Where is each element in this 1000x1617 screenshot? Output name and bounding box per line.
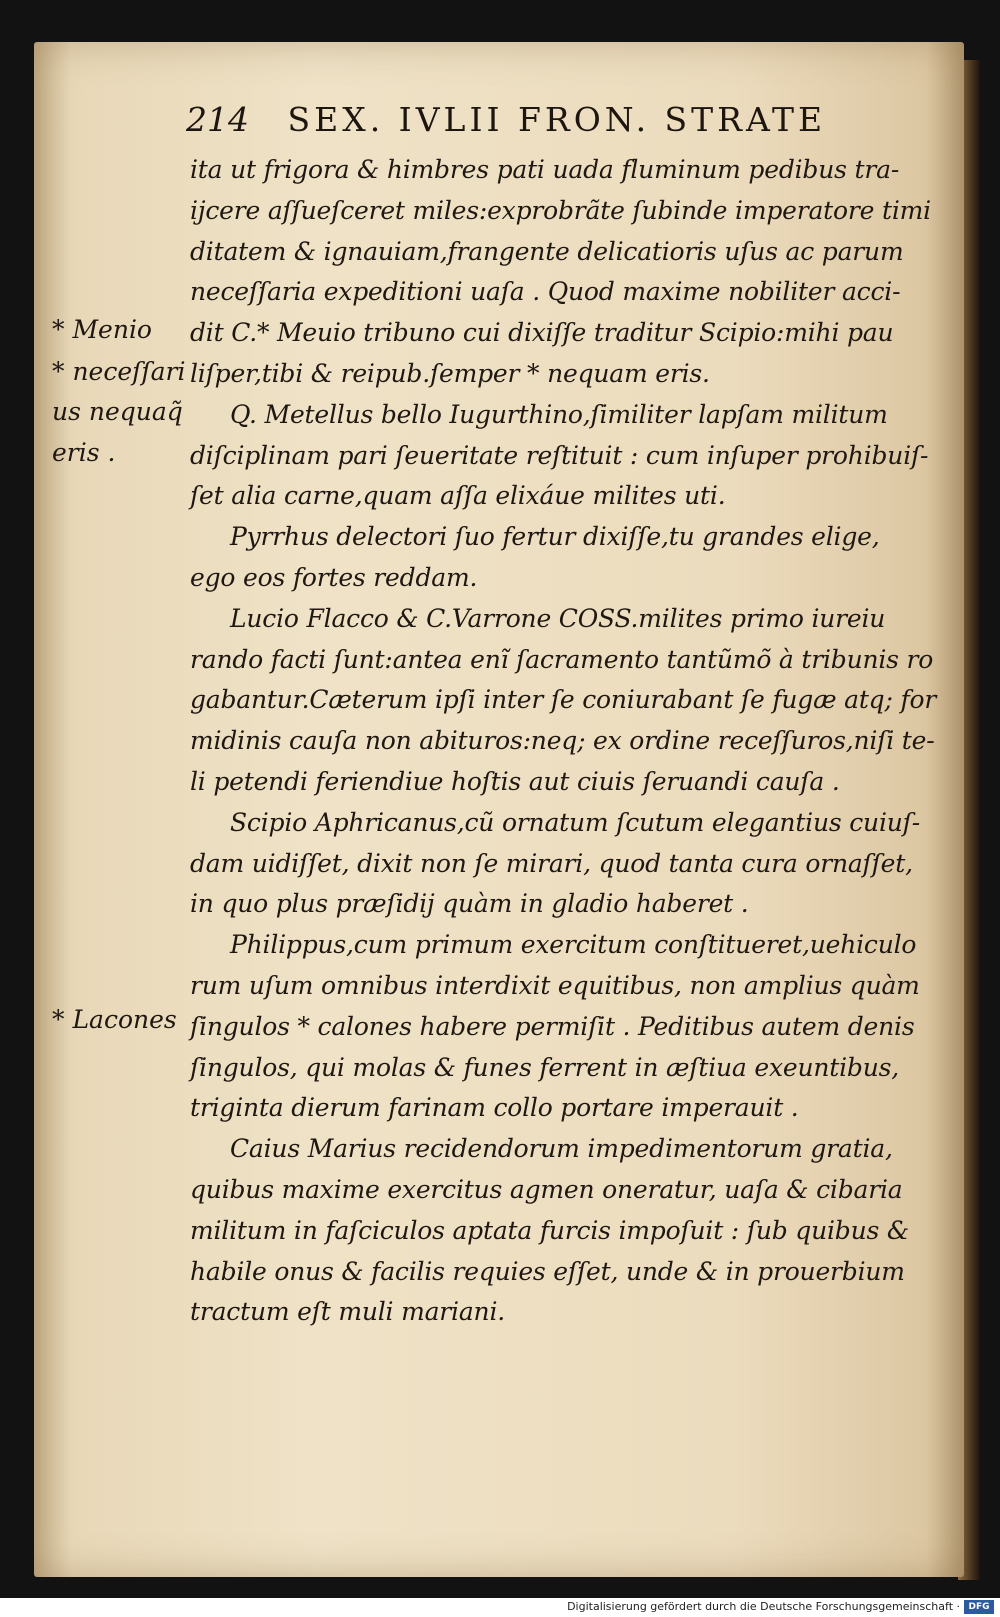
margin-note: * neceſſari [52, 357, 186, 386]
body-text [190, 150, 937, 1333]
margin-note: us nequaq̃ [52, 397, 183, 426]
text-line: Q. Metellus bello Iugurthino,ſimiliter lapſam militum [230, 399, 888, 429]
text-line: in quo plus præſidij quàm in gladio haberet . [190, 889, 749, 919]
text-line: Lucio Flacco & C.Varrone COSS.milites primo iureiu [230, 603, 886, 633]
text-line: militum in faſciculos aptata furcis impoſuit : ſub quibus & [190, 1215, 909, 1245]
text-line: ſingulos, qui molas & funes ferrent in æſtiua exeuntibus, [190, 1052, 899, 1082]
page-number: 214 [186, 100, 249, 139]
text-line: ita ut frigora & himbres pati uada fluminum pedibus tra- [190, 155, 900, 184]
footer-credit: Digitalisierung gefördert durch die Deutsche Forschungsgemeinschaft · [567, 1600, 960, 1613]
text-line: quibus maxime exercitus agmen oneratur, uaſa & cibaria [190, 1174, 903, 1204]
text-line: rando facti ſunt:antea enĩ ſacramento tantũmõ à tribunis ro [190, 644, 934, 674]
text-line: ſingulos * calones habere permiſit . Peditibus autem denis [190, 1011, 915, 1041]
dfg-logo: DFG [964, 1600, 994, 1614]
text-line: liſper,tibi & reipub.ſemper * nequam eris. [190, 358, 710, 388]
text-line: li petendi feriendiue hoſtis aut ciuis ſeruandi cauſa . [190, 766, 840, 796]
text-line: dam uidiſſet, dixit non ſe mirari, quod tanta cura ornaſſet, [190, 848, 913, 878]
margin-note: eris . [52, 438, 116, 467]
text-line: tractum eſt muli mariani. [190, 1297, 505, 1327]
text-line: dit C.* Meuio tribuno cui dixiſſe traditur Scipio:mihi pau [190, 318, 894, 348]
text-line: Scipio Aphricanus,cũ ornatum ſcutum elegantius cuiuſ- [230, 807, 920, 837]
text-line: ijcere aſſueſceret miles:exprobrãte ſubinde imperatore timi [190, 195, 931, 225]
text-line: neceſſaria expeditioni uaſa . Quod maxime nobiliter acci- [190, 277, 901, 307]
text-line: ego eos fortes reddam. [190, 562, 478, 592]
digitization-footer [0, 1598, 1000, 1617]
text-line: Caius Marius recidendorum impedimentorum gratia, [230, 1134, 893, 1164]
text-line: habile onus & facilis requies eſſet, unde & in prouerbium [190, 1256, 905, 1286]
text-line: ſet alia carne,quam aſſa elixáue milites uti. [190, 481, 726, 511]
text-line: rum uſum omnibus interdixit equitibus, non amplius quàm [190, 970, 920, 1000]
text-line: Philippus,cum primum exercitum conſtitueret,uehiculo [230, 930, 917, 960]
text-line: triginta dierum farinam collo portare imperauit . [190, 1093, 799, 1123]
margin-note: * Menio [52, 315, 152, 344]
text-line: midinis cauſa non abituros:neq; ex ordine receſſuros,niſi te- [190, 726, 935, 756]
text-line: ditatem & ignauiam,frangente delicatioris uſus ac parum [190, 236, 904, 266]
text-line: Pyrrhus delectori ſuo fertur dixiſſe,tu grandes elige, [230, 522, 880, 552]
running-head [186, 100, 886, 144]
text-line: diſciplinam pari ſeueritate reſtituit : cum inſuper prohibuiſ- [190, 440, 929, 470]
running-title: SEX. IVLII FRON. STRATE [287, 100, 827, 139]
text-line: gabantur.Cæterum ipſi inter ſe coniurabant ſe fugæ atq; for [190, 685, 937, 715]
margin-note: * Lacones [52, 1005, 177, 1034]
